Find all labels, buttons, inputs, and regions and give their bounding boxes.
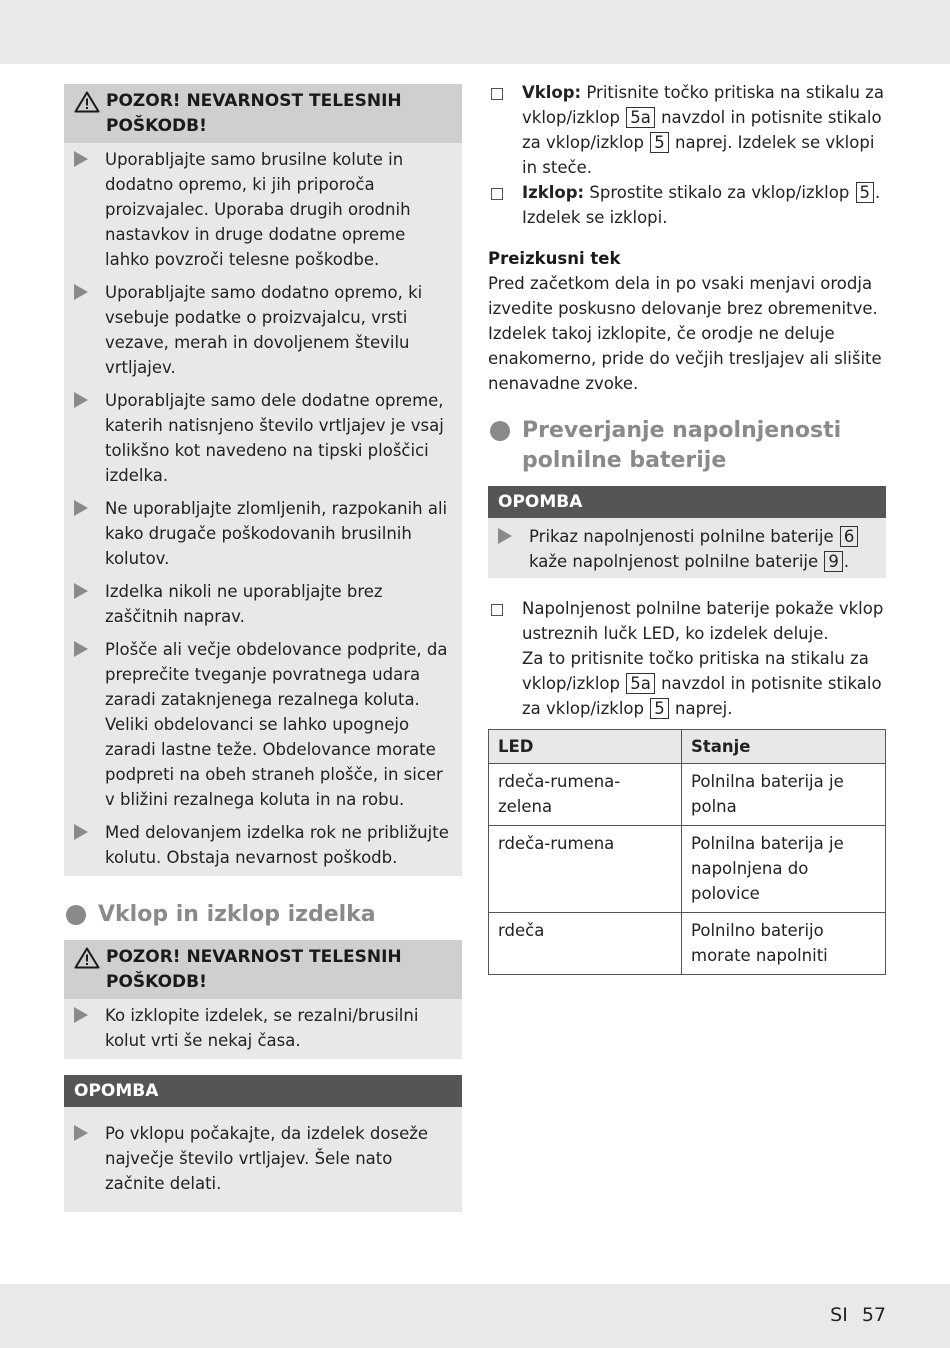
list-item — [74, 147, 454, 272]
warning-triangle-icon — [74, 947, 100, 969]
note-list — [64, 1107, 462, 1202]
table-cell: rdeča — [489, 913, 682, 975]
language-code: SI — [830, 1304, 848, 1326]
table-row — [489, 764, 886, 826]
bullet-arrow-icon — [498, 528, 512, 544]
list-item — [74, 637, 454, 812]
table-cell: rdeča-rumena-zelena — [489, 764, 682, 826]
step-text-part: Napolnjenost polnilne baterije pokaže vklop ustreznih lučk LED, ko izdelek deluje. — [522, 599, 884, 643]
left-column — [64, 84, 462, 1212]
section-heading-switch — [66, 900, 462, 930]
note-header: OPOMBA — [488, 486, 886, 518]
led-status-table — [488, 729, 886, 975]
step-switch-on — [488, 80, 886, 180]
list-item — [74, 496, 454, 571]
list-item-text: Izdelka nikoli ne uporabljajte brez zaščitnih naprav. — [105, 582, 383, 626]
list-item-text: Ko izklopite izdelek, se rezalni/brusilni kolut vrti še nekaj časa. — [105, 1006, 419, 1050]
bullet-arrow-icon — [74, 284, 88, 300]
section-dot-icon — [66, 905, 86, 925]
paragraph-test-run: Pred začetkom dela in po vsaki menjavi orodja izvedite poskusno delovanje brez obremenitve. Izdelek takoj izklopite, če orodje ne deluje enakomerno, pride do večjih tresljajev ali slišite nenavadne zvoke. — [488, 274, 882, 393]
step-label: Izklop: — [522, 183, 585, 202]
list-item-text — [529, 524, 878, 574]
table-header-row — [489, 730, 886, 764]
warning-title: POZOR! NEVARNOST TELESNIH POŠKODB! — [106, 947, 402, 992]
page-number: 57 — [861, 1304, 886, 1326]
table-cell: rdeča-rumena — [489, 826, 682, 913]
list-item — [74, 820, 454, 870]
warning-header — [64, 940, 462, 999]
list-item — [74, 280, 454, 380]
page-footer — [830, 1304, 886, 1326]
step-label: Vklop: — [522, 83, 582, 102]
step-text-part: navzdol in potisnite stikalo za vklop/izklop — [522, 674, 882, 718]
step-check-charge — [488, 596, 886, 721]
part-ref-badge: 6 — [840, 526, 859, 547]
step-text-part: navzdol in potisnite stikalo za vklop/izklop — [522, 108, 882, 152]
section-dot-icon — [490, 421, 510, 441]
step-switch-off — [488, 180, 886, 230]
bullet-arrow-icon — [74, 641, 88, 657]
list-item-text: Plošče ali večje obdelovance podprite, da preprečite tveganje povratnega udara zaradi zataknjenega rezalnega koluta. Veliki obdelovanci se lahko upognejo zaradi lastne teže. Obdelovance morate podpreti na obeh straneh plošče, in sicer v bližini rezalnega koluta in na robu. — [105, 640, 448, 809]
part-ref-badge: 5a — [626, 107, 655, 128]
section-heading-text: Preverjanje napolnjenosti polnilne baterije — [522, 418, 842, 473]
warning-list — [64, 999, 462, 1059]
list-item — [498, 524, 878, 574]
warning-box-safety — [64, 84, 462, 876]
note-box-battery — [488, 486, 886, 578]
bullet-arrow-icon — [74, 500, 88, 516]
part-ref-badge: 5 — [650, 698, 669, 719]
section-heading-battery — [490, 416, 886, 476]
warning-box-switch-off — [64, 940, 462, 1059]
list-item-text: Uporabljajte samo brusilne kolute in dodatno opremo, ki jih priporoča proizvajalec. Uporaba drugih orodnih nastavkov in druge dodatne opreme lahko povzroči telesne poškodbe. — [105, 150, 411, 269]
note-text-part: kaže napolnjenost polnilne baterije — [529, 552, 824, 571]
test-run-section — [488, 246, 886, 396]
checkbox-square-icon — [491, 188, 503, 200]
step-text-part: Za to pritisnite točko pritiska na stikalu za vklop/izklop — [522, 649, 869, 693]
note-text-part: . — [843, 552, 850, 571]
list-item — [74, 579, 454, 629]
checkbox-square-icon — [491, 604, 503, 616]
right-column — [488, 80, 886, 975]
part-ref-badge: 5 — [650, 132, 669, 153]
note-box-speed — [64, 1075, 462, 1212]
bullet-arrow-icon — [74, 583, 88, 599]
step-text-part: Pritisnite točko pritiska na stikalu za vklop/izklop — [522, 83, 884, 127]
top-margin-band — [0, 0, 950, 64]
list-item-text: Ne uporabljajte zlomljenih, razpokanih ali kako drugače poškodovanih brusilnih kolutov. — [105, 499, 448, 568]
list-item-text: Uporabljajte samo dodatno opremo, ki vsebuje podatke o proizvajalcu, vrsti vezave, merah in dovoljenem številu vrtljajev. — [105, 283, 423, 377]
table-cell: Polnilno baterijo morate napolniti — [682, 913, 886, 975]
bullet-arrow-icon — [74, 1007, 88, 1023]
warning-header — [64, 84, 462, 143]
warning-triangle-icon — [74, 91, 100, 113]
warning-title: POZOR! NEVARNOST TELESNIH POŠKODB! — [106, 91, 402, 136]
note-list — [488, 518, 886, 578]
bullet-arrow-icon — [74, 1125, 88, 1141]
table-cell: Polnilna baterija je polna — [682, 764, 886, 826]
note-header: OPOMBA — [64, 1075, 462, 1107]
step-text-part: Sprostite stikalo za vklop/izklop — [584, 183, 855, 202]
part-ref-badge: 9 — [824, 551, 843, 572]
step-text-part: . Izdelek se izklopi. — [522, 183, 881, 227]
table-row — [489, 826, 886, 913]
table-row — [489, 913, 886, 975]
warning-list — [64, 143, 462, 876]
step-text — [522, 596, 886, 721]
list-item-text: Uporabljajte samo dele dodatne opreme, katerih natisnjeno število vrtljajev je vsaj tolikšno kot navedeno na tipski ploščici izdelka. — [105, 391, 444, 485]
bullet-arrow-icon — [74, 392, 88, 408]
step-text-part: naprej. — [669, 699, 733, 718]
part-ref-badge: 5 — [856, 182, 875, 203]
step-text — [522, 180, 886, 230]
section-heading-text: Vklop in izklop izdelka — [98, 902, 376, 927]
subheading-test-run: Preizkusni tek — [488, 249, 621, 268]
table-cell: Polnilna baterija je napolnjena do polovice — [682, 826, 886, 913]
bullet-arrow-icon — [74, 824, 88, 840]
step-text — [522, 80, 886, 180]
list-item — [74, 1003, 454, 1053]
column-header-status: Stanje — [682, 730, 886, 764]
list-item — [74, 1121, 454, 1196]
step-text-part: naprej. Izdelek se vklopi in steče. — [522, 133, 875, 177]
note-text-part: Prikaz napolnjenosti polnilne baterije — [529, 527, 839, 546]
list-item — [74, 388, 454, 488]
list-item-text: Med delovanjem izdelka rok ne približujte kolutu. Obstaja nevarnost poškodb. — [105, 823, 449, 867]
bullet-arrow-icon — [74, 151, 88, 167]
column-header-led: LED — [489, 730, 682, 764]
list-item-text: Po vklopu počakajte, da izdelek doseže največje število vrtljajev. Šele nato začnite delati. — [105, 1124, 429, 1193]
bottom-margin-band — [0, 1284, 950, 1348]
part-ref-badge: 5a — [626, 673, 655, 694]
checkbox-square-icon — [491, 88, 503, 100]
